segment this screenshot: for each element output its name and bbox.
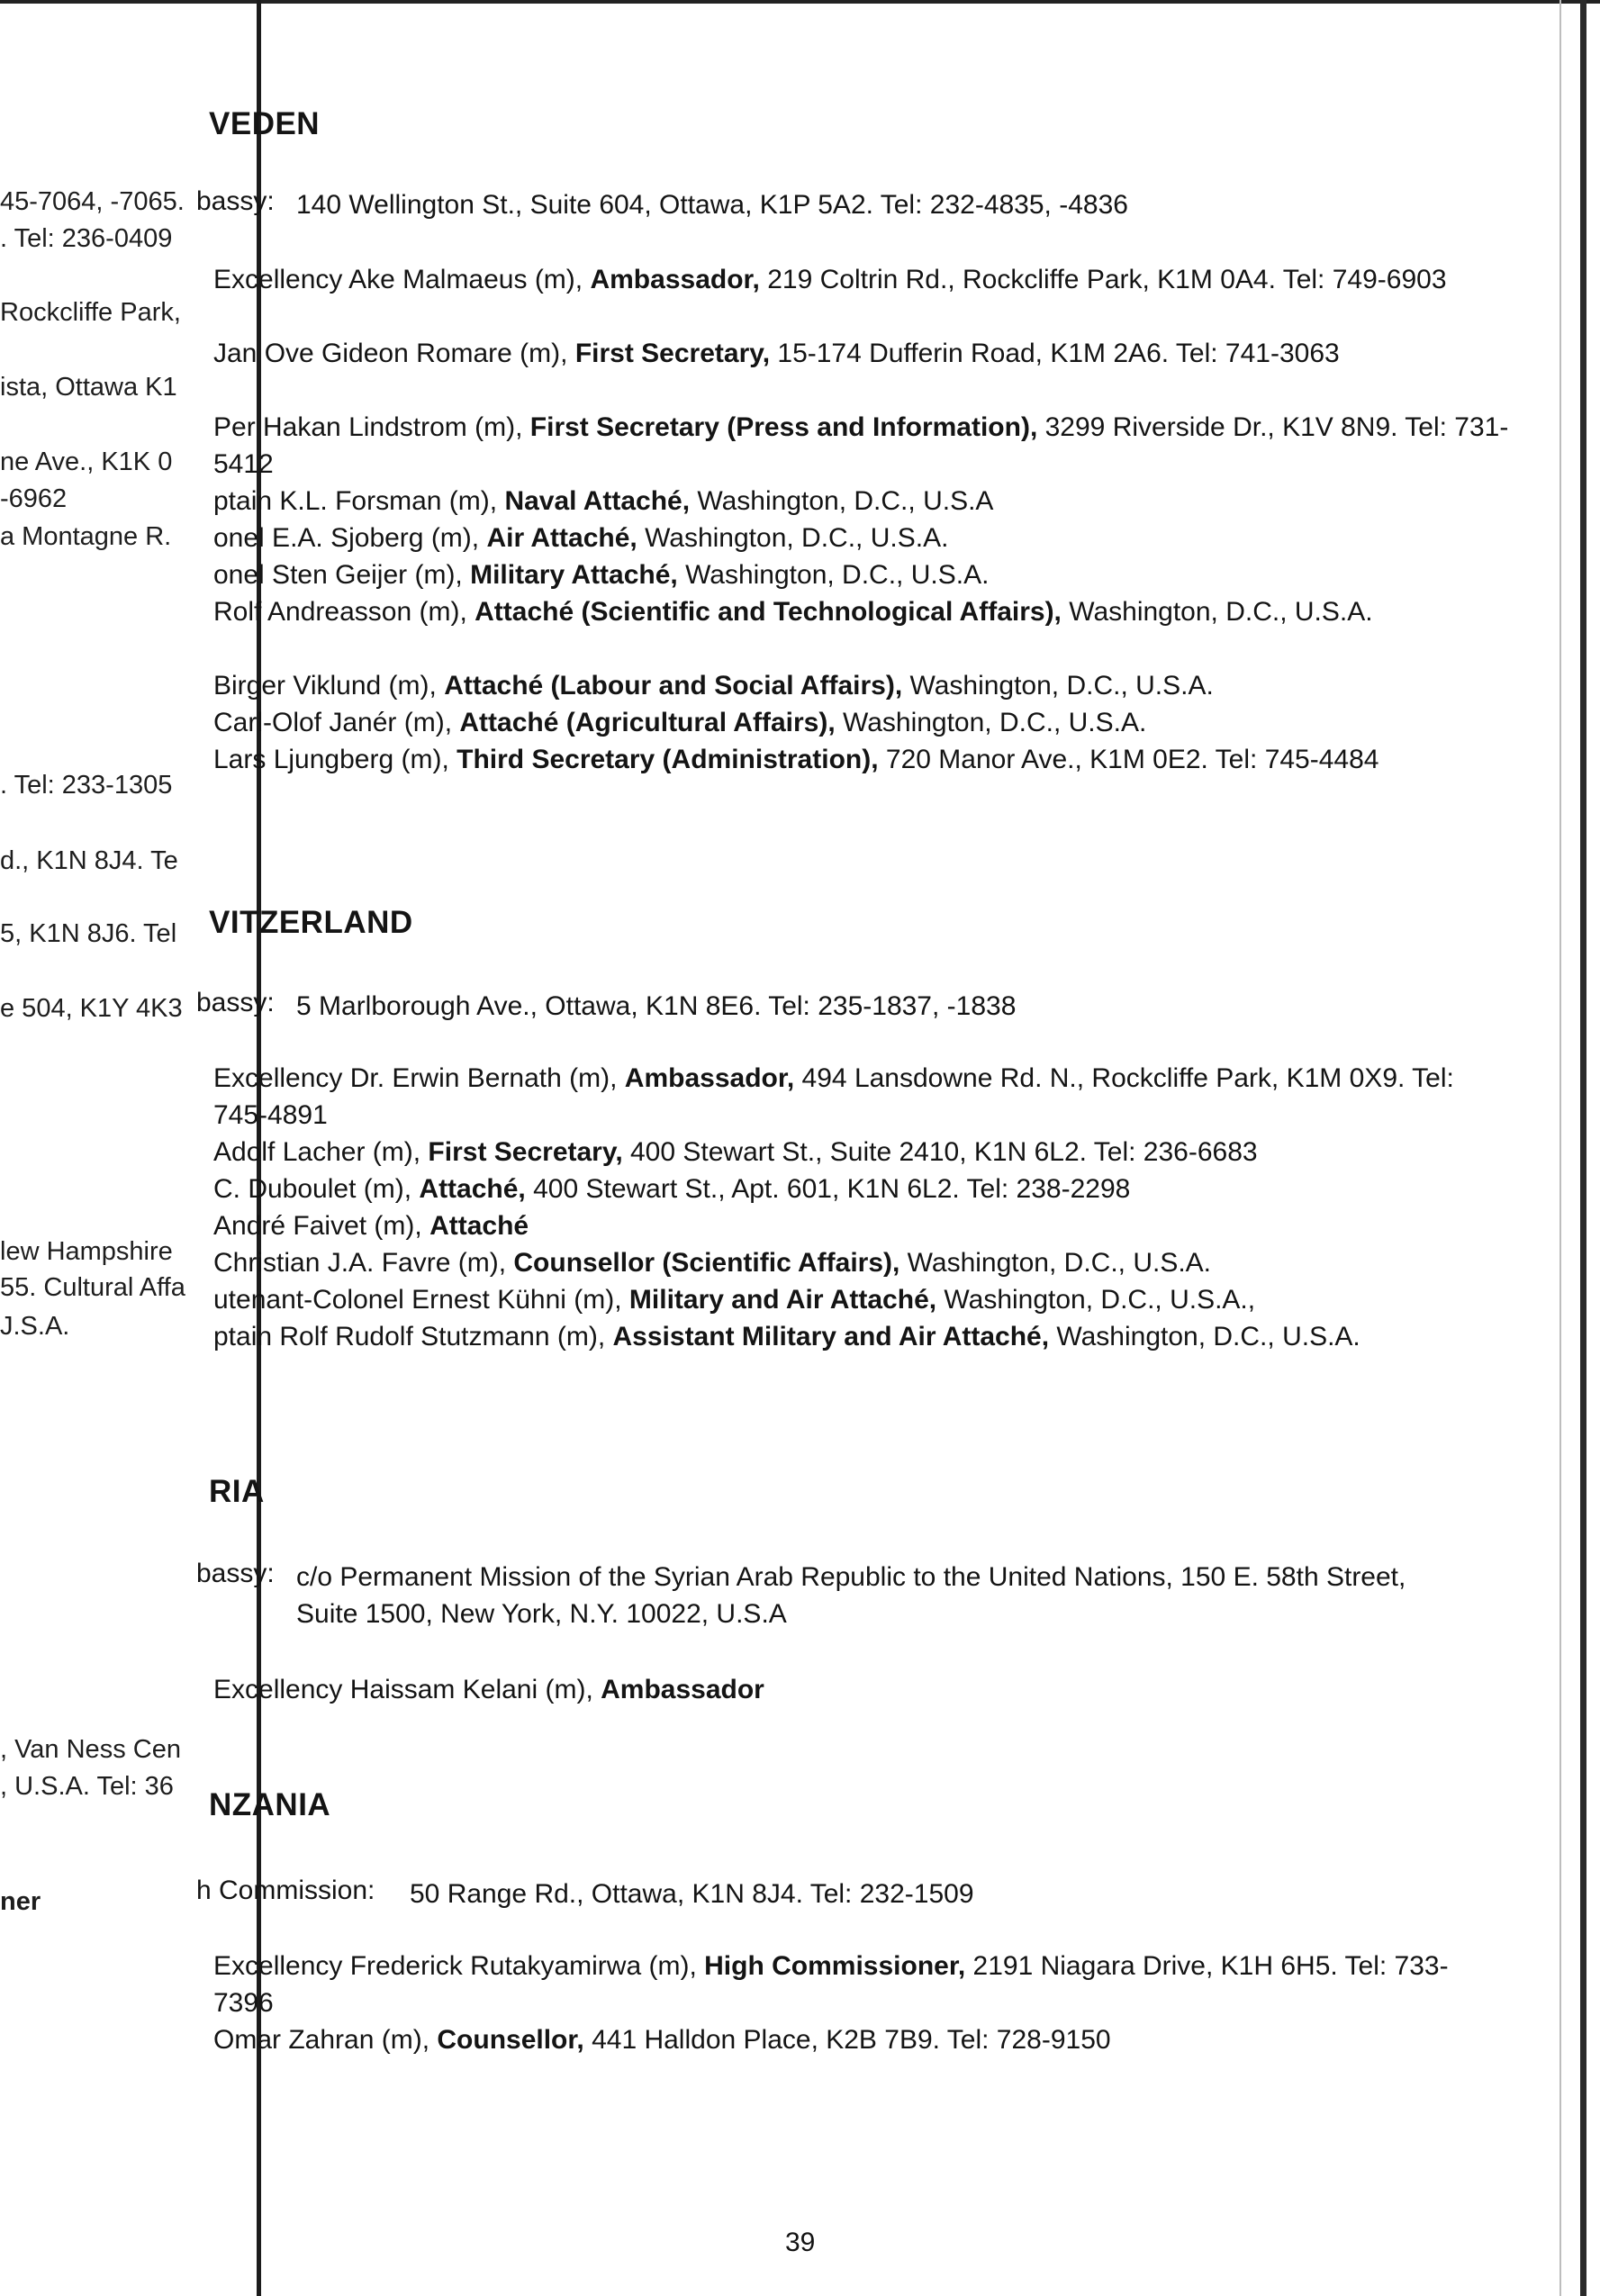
- diplomat-entry: Lars Ljungberg (m), Third Secretary (Administration), 720 Manor Ave., K1M 0E2. Tel: 745-4484: [213, 745, 1379, 774]
- diplomat-entry: ptain Rolf Rudolf Stutzmann (m), Assistant Military and Air Attaché, Washington, D.C., U.S.A.: [213, 1322, 1360, 1351]
- embassy-address: 5 Marlborough Ave., Ottawa, K1N 8E6. Tel: 235-1837, -1838: [296, 991, 1017, 1021]
- section-heading-switzerland: VITZERLAND: [209, 905, 413, 940]
- page-right-edge: [1580, 0, 1586, 2296]
- left-fragment: -6962: [0, 484, 68, 513]
- diplomat-entry: Birger Viklund (m), Attaché (Labour and Social Affairs), Washington, D.C., U.S.A.: [213, 671, 1214, 701]
- diplomat-entry: Carl-Olof Janér (m), Attaché (Agricultural Affairs), Washington, D.C., U.S.A.: [213, 708, 1147, 737]
- left-fragment: , U.S.A. Tel: 36: [0, 1772, 174, 1801]
- diplomat-entry: Adolf Lacher (m), First Secretary, 400 Stewart St., Suite 2410, K1N 6L2. Tel: 236-6683: [213, 1137, 1258, 1167]
- diplomat-entry: Excellency Frederick Rutakyamirwa (m), High Commissioner, 2191 Niagara Drive, K1H 6H5. Tel: 733-7396: [213, 1951, 1449, 2018]
- left-fragment: Rockcliffe Park,: [0, 298, 181, 327]
- left-fragment: 5, K1N 8J6. Tel: [0, 919, 177, 948]
- diplomat-entry: Per Hakan Lindstrom (m), First Secretary (Press and Information), 3299 Riverside Dr., K1V 8N9. Tel: 731-5412: [213, 412, 1509, 479]
- embassy-address: c/o Permanent Mission of the Syrian Arab Republic to the United Nations, 150 E. 58th Street, Suite 1500, New York, N.Y. 10022, U.S.A: [296, 1562, 1406, 1629]
- left-fragment: 45-7064, -7065.: [0, 187, 185, 216]
- diplomat-entry: onel E.A. Sjoberg (m), Air Attaché, Washington, D.C., U.S.A.: [213, 523, 949, 553]
- left-fragment: ista, Ottawa K1: [0, 373, 177, 402]
- diplomat-entry: André Faivet (m), Attaché: [213, 1211, 529, 1241]
- diplomat-entry: Excellency Dr. Erwin Bernath (m), Ambassador, 494 Lansdowne Rd. N., Rockcliffe Park, K1M 0X9. Tel: 745-4891: [213, 1063, 1454, 1130]
- left-fragment: ne Ave., K1K 0: [0, 447, 173, 476]
- high-commission-address: 50 Range Rd., Ottawa, K1N 8J4. Tel: 232-1509: [410, 1879, 974, 1909]
- diplomat-entry: utenant-Colonel Ernest Kühni (m), Military and Air Attaché, Washington, D.C., U.S.A.,: [213, 1285, 1256, 1315]
- diplomat-entry: ptain K.L. Forsman (m), Naval Attaché, Washington, D.C., U.S.A: [213, 486, 994, 516]
- diplomat-entry: Excellency Haissam Kelani (m), Ambassador: [213, 1675, 764, 1704]
- diplomat-entry: Christian J.A. Favre (m), Counsellor (Scientific Affairs), Washington, D.C., U.S.A.: [213, 1248, 1212, 1278]
- left-fragment: lew Hampshire: [0, 1237, 173, 1266]
- diplomat-entry: C. Duboulet (m), Attaché, 400 Stewart St., Apt. 601, K1N 6L2. Tel: 238-2298: [213, 1174, 1131, 1204]
- embassy-label: bassy:: [196, 988, 275, 1017]
- left-fragment: d., K1N 8J4. Te: [0, 846, 178, 875]
- left-fragment: ner: [0, 1887, 41, 1916]
- page-edge-shadow: [1559, 0, 1561, 2296]
- left-fragment: 55. Cultural Affa: [0, 1273, 185, 1302]
- high-commission-label: h Commission:: [196, 1876, 375, 1905]
- section-heading-syria: RIA: [209, 1474, 265, 1509]
- diplomat-entry: Excellency Ake Malmaeus (m), Ambassador, 219 Coltrin Rd., Rockcliffe Park, K1M 0A4. Tel: 749-6903: [213, 265, 1447, 294]
- left-fragment: J.S.A.: [0, 1312, 70, 1341]
- section-heading-sweden: VEDEN: [209, 106, 321, 141]
- page-top-border: [0, 0, 1600, 4]
- embassy-label: bassy:: [196, 1559, 275, 1588]
- left-fragment: e 504, K1Y 4K3: [0, 994, 183, 1023]
- embassy-label: bassy:: [196, 186, 275, 216]
- diplomat-entry: Jan Ove Gideon Romare (m), First Secretary, 15-174 Dufferin Road, K1M 2A6. Tel: 741-3063: [213, 339, 1340, 368]
- section-heading-tanzania: NZANIA: [209, 1787, 331, 1822]
- diplomat-entry: onel Sten Geijer (m), Military Attaché, Washington, D.C., U.S.A.: [213, 560, 990, 590]
- left-fragment: . Tel: 236-0409: [0, 224, 173, 253]
- left-fragment: a Montagne R.: [0, 522, 172, 551]
- diplomat-entry: Omar Zahran (m), Counsellor, 441 Halldon Place, K2B 7B9. Tel: 728-9150: [213, 2025, 1111, 2055]
- embassy-address: 140 Wellington St., Suite 604, Ottawa, K1P 5A2. Tel: 232-4835, -4836: [296, 190, 1128, 220]
- diplomat-entry: Rolf Andreasson (m), Attaché (Scientific and Technological Affairs), Washington, D.C., U.S.A.: [213, 597, 1373, 627]
- page-number: 39: [785, 2228, 816, 2257]
- left-fragment: , Van Ness Cen: [0, 1735, 181, 1764]
- left-fragment: . Tel: 233-1305: [0, 771, 173, 800]
